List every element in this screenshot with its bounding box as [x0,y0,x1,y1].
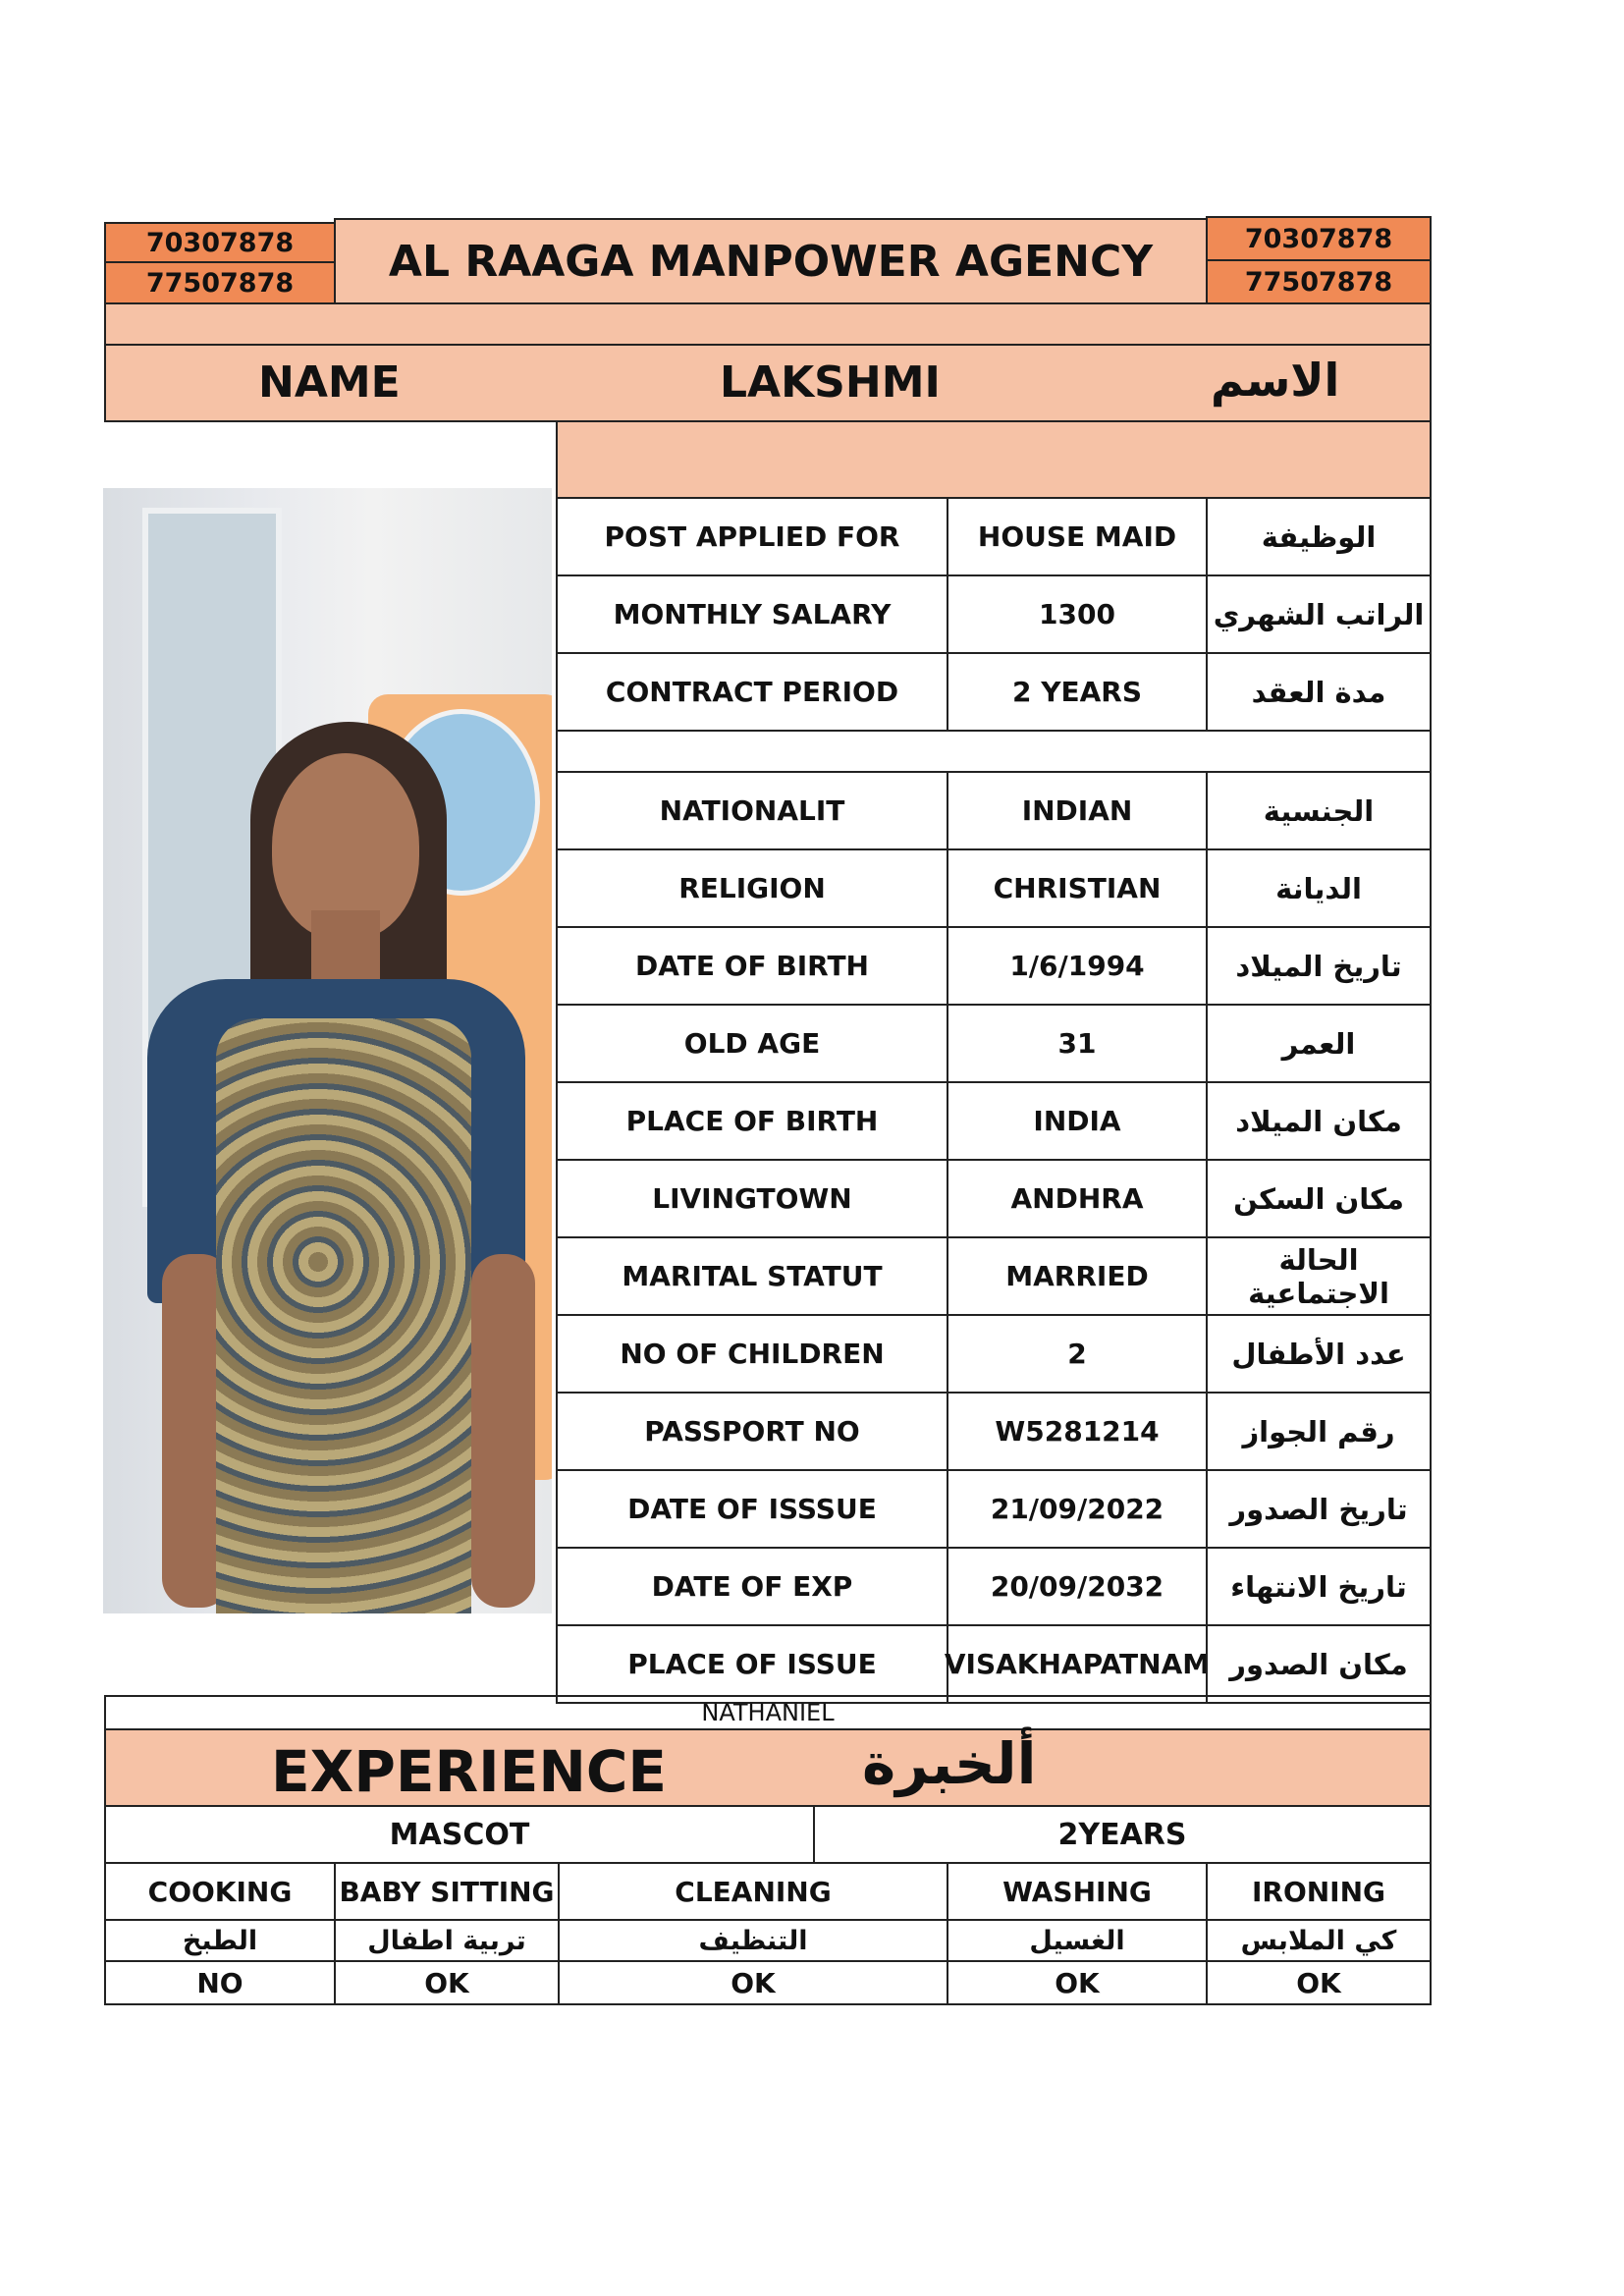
experience-title: EXPERIENCE [271,1738,668,1805]
detail-label-ar: تاريخ الميلاد [1206,926,1432,1006]
experience-place: MASCOT [104,1805,815,1864]
phone-right-1: 70307878 [1206,216,1432,261]
details-spacer-row [556,730,1432,773]
detail-value: MARRIED [947,1236,1208,1316]
agency-name: AL RAAGA MANPOWER AGENCY [334,218,1208,304]
detail-value: CHRISTIAN [947,848,1208,928]
experience-duration: 2YEARS [813,1805,1432,1864]
skill-status: NO [104,1960,336,2005]
applicant-photo [103,488,552,1613]
detail-label-ar: مكان الميلاد [1206,1081,1432,1161]
detail-label-ar: العمر [1206,1004,1432,1083]
detail-value: 31 [947,1004,1208,1083]
experience-title-ar: ألخبرة [862,1730,1037,1797]
detail-label-ar: الحالة الاجتماعية [1206,1236,1432,1316]
detail-label: NO OF CHILDREN [556,1314,948,1394]
skill-name: BABY SITTING [334,1862,560,1921]
detail-value: 2 YEARS [947,652,1208,732]
detail-value: W5281214 [947,1392,1208,1471]
detail-label: POST APPLIED FOR [556,497,948,576]
phone-right-2: 77507878 [1206,259,1432,304]
detail-value: INDIA [947,1081,1208,1161]
name-row [104,344,1432,422]
footer-note: NATHANIEL [104,1695,1432,1730]
detail-label: NATIONALIT [556,771,948,850]
detail-label: MARITAL STATUT [556,1236,948,1316]
skill-status: OK [947,1960,1208,2005]
skill-status: OK [558,1960,948,2005]
skill-name: COOKING [104,1862,336,1921]
skill-name: IRONING [1206,1862,1432,1921]
detail-value: 1300 [947,574,1208,654]
detail-label-ar: الجنسية [1206,771,1432,850]
detail-label: PLACE OF BIRTH [556,1081,948,1161]
skill-status: OK [1206,1960,1432,2005]
detail-value: VISAKHAPATNAM [947,1624,1208,1704]
detail-value: 20/09/2032 [947,1547,1208,1626]
detail-value: 21/09/2022 [947,1469,1208,1549]
detail-label: MONTHLY SALARY [556,574,948,654]
skill-name-ar: كي الملابس [1206,1919,1432,1962]
header-spacer-row [104,302,1432,346]
detail-label-ar: الوظيفة [1206,497,1432,576]
detail-label: CONTRACT PERIOD [556,652,948,732]
detail-label: LIVINGTOWN [556,1159,948,1238]
phone-left-1: 70307878 [104,222,336,263]
detail-label: OLD AGE [556,1004,948,1083]
detail-value: 2 [947,1314,1208,1394]
detail-label-ar: تاريخ الانتهاء [1206,1547,1432,1626]
detail-value: INDIAN [947,771,1208,850]
experience-header [104,1728,1432,1807]
detail-label-ar: رقم الجواز [1206,1392,1432,1471]
skill-name: CLEANING [558,1862,948,1921]
skill-name: WASHING [947,1862,1208,1921]
detail-label: DATE OF ISSSUE [556,1469,948,1549]
detail-label-ar: الديانة [1206,848,1432,928]
detail-label-ar: مكان الصدور [1206,1624,1432,1704]
name-value: LAKSHMI [720,357,941,408]
detail-label-ar: الراتب الشهري [1206,574,1432,654]
skill-name-ar: الطبخ [104,1919,336,1962]
detail-label-ar: مدة العقد [1206,652,1432,732]
name-label-ar: الاسم [1211,354,1340,407]
detail-label-ar: عدد الأطفال [1206,1314,1432,1394]
name-label: NAME [258,357,401,408]
skill-name-ar: التنظيف [558,1919,948,1962]
detail-label-ar: مكان السكن [1206,1159,1432,1238]
skill-name-ar: تربية اطفال [334,1919,560,1962]
detail-label: PASSPORT NO [556,1392,948,1471]
detail-label: DATE OF BIRTH [556,926,948,1006]
detail-label: PLACE OF ISSUE [556,1624,948,1704]
detail-label: DATE OF EXP [556,1547,948,1626]
detail-label: RELIGION [556,848,948,928]
skill-name-ar: الغسيل [947,1919,1208,1962]
phone-left-2: 77507878 [104,261,336,304]
detail-value: HOUSE MAID [947,497,1208,576]
detail-value: ANDHRA [947,1159,1208,1238]
detail-value: 1/6/1994 [947,926,1208,1006]
detail-label-ar: تاريخ الصدور [1206,1469,1432,1549]
details-header-band [556,420,1432,499]
skill-status: OK [334,1960,560,2005]
